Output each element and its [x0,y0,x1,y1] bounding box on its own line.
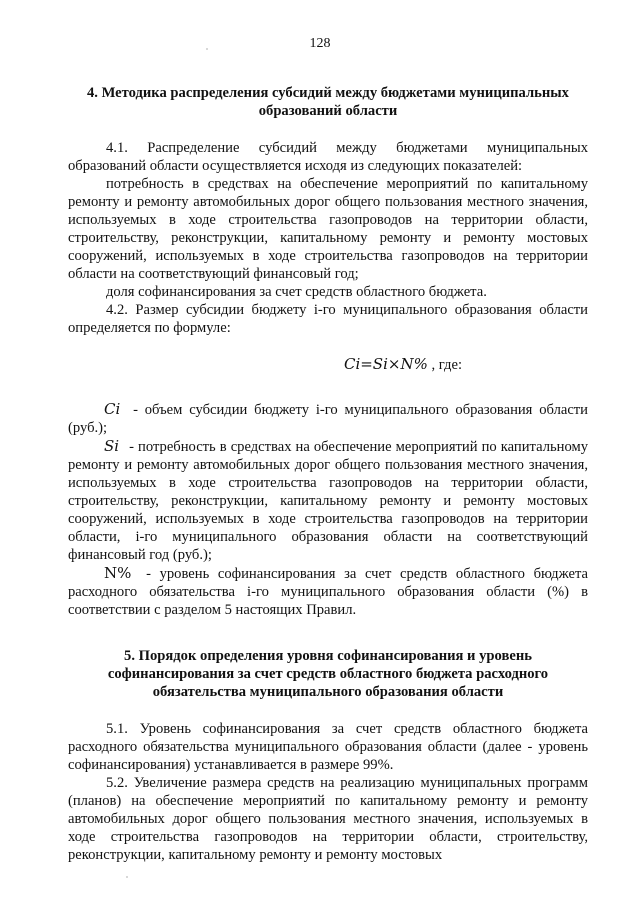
section-5-heading: 5. Порядок определения уровня софинансирования и уровень софинансирования за счет средств областного бюджета расходного обязательства муниципального образования области [107,648,549,700]
paragraph-share-indicator: доля софинансирования за счет средств областного бюджета. [106,284,487,300]
symbol-n-percent: N% [104,564,132,582]
definition-ci [68,400,588,437]
paragraph-need-indicator: потребность в средствах на обеспечение мероприятий по капитальному ремонту и ремонту автомобильных дорог общего пользования местного значения, используемых в ходе строительства газопроводов на территории области, строительству, реконструкции, капитальному ремонту и ремонту мостовых сооружений, используемых в ходе строительства газопроводов на территории области на соответствующий финансовый год; [68,176,588,282]
definition-si-text: - потребность в средствах на обеспечение мероприятий по капитальному ремонту и ремонту автомобильных дорог общего пользования местного значения, используемых в ходе строительства газопроводов на территории области, строительству, реконструкции, капитальному ремонту и ремонту мостовых сооружений, используемых в ходе строительства газопроводов на территории области, i-го муниципального образования области на соответствующий финансовый год (руб.); [68,439,588,563]
section-4-heading: 4. Методика распределения субсидий между бюджетами муниципальных образований области [87,85,569,119]
formula-suffix: , где: [431,357,463,373]
symbol-si: Si [104,437,120,455]
paragraph-5-2: 5.2. Увеличение размера средств на реализацию муниципальных программ (планов) на обеспечение мероприятий по капитальному ремонту и ремонту автомобильных дорог общего пользования местного значения, используемых в ходе строительства газопроводов на территории области, строительству, реконструкции, капитальному ремонту и ремонту мостовых [68,775,588,863]
definition-ci-text: - объем субсидии бюджету i-го муниципального образования области (руб.); [68,402,588,436]
paragraph-4-1: 4.1. Распределение субсидий между бюджетами муниципальных образований области осуществляется исходя из следующих показателей: [68,140,588,174]
definition-n-text: - уровень софинансирования за счет средств областного бюджета расходного обязательства i-го муниципального образования области (%) в соответствии с разделом 5 настоящих Правил. [68,566,588,618]
definition-si [68,437,588,564]
definition-n [68,564,588,619]
scan-speck [126,876,128,878]
paragraph-4-2: 4.2. Размер субсидии бюджету i-го муниципального образования области определяется по формуле: [68,302,588,336]
paragraph-5-1: 5.1. Уровень софинансирования за счет средств областного бюджета расходного обязательства муниципального образования области (далее - уровень софинансирования) устанавливается в размере 99%. [68,721,588,773]
formula-expression: Ci=Si×N% [343,355,428,373]
subsidy-formula [218,355,588,374]
symbol-ci: Ci [104,400,121,418]
page-number: 128 [309,36,331,51]
scan-speck [206,48,208,50]
document-body [68,84,588,864]
